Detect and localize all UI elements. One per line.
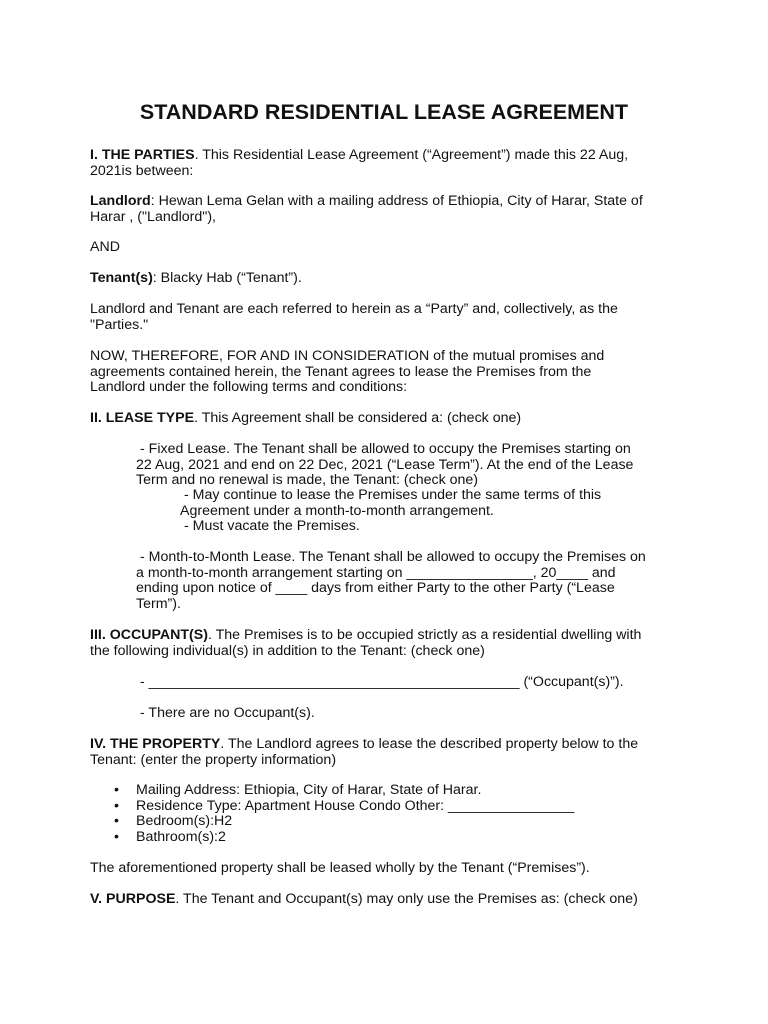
consideration-line1: NOW, THEREFORE, FOR AND IN CONSIDERATION of the mutual promises and bbox=[90, 348, 605, 364]
occupants-paragraph bbox=[90, 628, 690, 659]
tenant-paragraph bbox=[90, 271, 690, 287]
month-to-month-line2: a month-to-month arrangement starting on ________________, 20____ and bbox=[136, 564, 616, 581]
and-line: AND bbox=[90, 239, 120, 255]
occupant-name-option: - _______________________________________________ (“Occupant(s)”). bbox=[140, 674, 624, 690]
property-paragraph bbox=[90, 737, 690, 768]
list-item-bathrooms: • Bathroom(s):2 bbox=[114, 830, 674, 846]
month-to-month-line1: - Month-to-Month Lease. The Tenant shall be allowed to occupy the Premises on bbox=[140, 549, 646, 565]
property-details-list bbox=[114, 783, 674, 845]
consideration-paragraph bbox=[90, 349, 690, 396]
no-occupants-option: - There are no Occupant(s). bbox=[140, 705, 315, 721]
landlord-label: Landlord bbox=[90, 193, 151, 209]
property-text-line1: . The Landlord agrees to lease the described property below to the bbox=[220, 736, 639, 752]
month-to-month-line4: Term”). bbox=[136, 595, 181, 612]
month-to-month-line3: ending upon notice of ____ days from either Party to the other Party (“Lease bbox=[136, 580, 615, 596]
fixed-lease-option bbox=[136, 441, 680, 489]
tenant-label: Tenant(s) bbox=[90, 270, 153, 286]
fixed-lease-line1: - Fixed Lease. The Tenant shall be allowed to occupy the Premises starting on bbox=[140, 441, 631, 457]
landlord-paragraph bbox=[90, 194, 690, 225]
landlord-text-line1: : Hewan Lema Gelan with a mailing address of Ethiopia, City of Harar, State of bbox=[150, 193, 643, 209]
parties-heading: I. THE PARTIES bbox=[90, 147, 195, 163]
list-item-mailing-address: • Mailing Address: Ethiopia, City of Harar, State of Harar. bbox=[114, 783, 674, 799]
party-line1: Landlord and Tenant are each referred to herein as a “Party” and, collectively, as the bbox=[90, 301, 618, 317]
consideration-line3: Landlord under the following terms and conditions: bbox=[90, 379, 408, 395]
lease-type-heading: II. LEASE TYPE bbox=[90, 410, 195, 426]
document-title: STANDARD RESIDENTIAL LEASE AGREEMENT bbox=[139, 100, 629, 124]
month-to-month-option bbox=[136, 549, 680, 612]
tenant-text: : Blacky Hab (“Tenant”). bbox=[152, 270, 302, 286]
occupants-heading: III. OCCUPANT(S) bbox=[90, 627, 208, 643]
purpose-text: . The Tenant and Occupant(s) may only use the Premises as: (check one) bbox=[175, 891, 638, 907]
lease-type-paragraph bbox=[90, 411, 690, 427]
premises-definition: The aforementioned property shall be leased wholly by the Tenant (“Premises”). bbox=[90, 860, 590, 876]
fixed-lease-line3: Term and no renewal is made, the Tenant: (check one) bbox=[136, 472, 479, 488]
fixed-lease-line2: 22 Aug, 2021 and end on 22 Dec, 2021 (“Lease Term”). At the end of the Lease bbox=[136, 456, 634, 473]
purpose-paragraph bbox=[90, 892, 690, 908]
continue-lease-option-line1: - May continue to lease the Premises under the same terms of this bbox=[184, 487, 602, 503]
parties-text-line1: . This Residential Lease Agreement (“Agreement”) made this 22 Aug, bbox=[194, 147, 629, 163]
consideration-line2: agreements contained herein, the Tenant agrees to lease the Premises from the bbox=[90, 363, 592, 380]
landlord-text-line2: Harar , ("Landlord"), bbox=[90, 208, 216, 225]
fixed-lease-renewal-options bbox=[180, 487, 664, 535]
occupants-text-line1: . The Premises is to be occupied strictly as a residential dwelling with bbox=[207, 627, 642, 643]
parties-paragraph bbox=[90, 148, 690, 179]
lease-type-text: . This Agreement shall be considered a: (check one) bbox=[194, 410, 522, 426]
property-text-line2: Tenant: (enter the property information) bbox=[90, 751, 337, 768]
vacate-premises-option: - Must vacate the Premises. bbox=[184, 518, 360, 534]
party-definition-paragraph bbox=[90, 302, 690, 333]
list-item-bedrooms: • Bedroom(s):H2 bbox=[114, 814, 674, 830]
list-item-residence-type: • Residence Type: Apartment House Condo Other: ________________ bbox=[114, 799, 674, 815]
property-heading: IV. THE PROPERTY bbox=[90, 736, 221, 752]
party-line2: "Parties." bbox=[90, 316, 149, 333]
parties-text-line2: 2021is between: bbox=[90, 162, 194, 179]
occupants-text-line2: the following individual(s) in addition to the Tenant: (check one) bbox=[90, 642, 485, 659]
continue-lease-option-line2: Agreement under a month-to-month arrangement. bbox=[180, 502, 494, 519]
purpose-heading: V. PURPOSE bbox=[90, 891, 176, 907]
